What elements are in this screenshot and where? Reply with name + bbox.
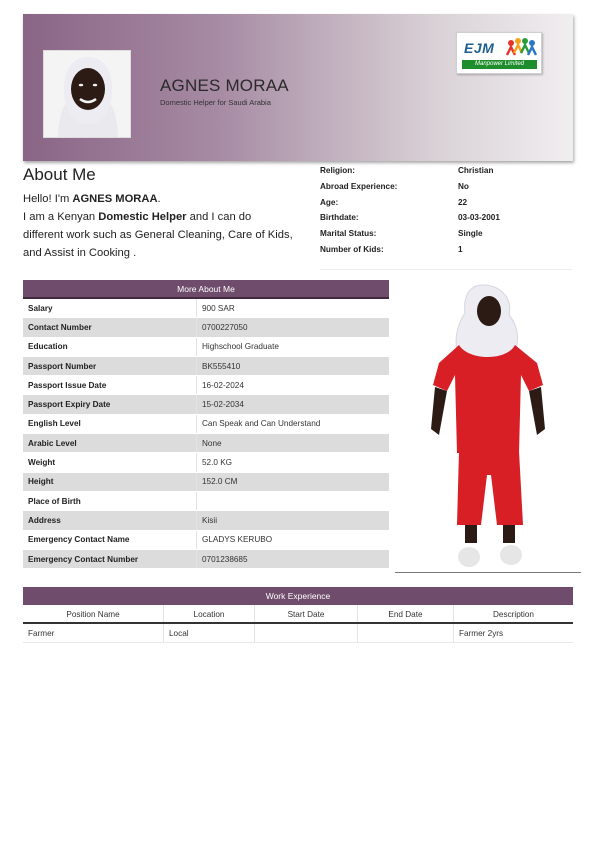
table-row	[23, 376, 389, 395]
info-value: Single	[458, 229, 483, 239]
table-cell	[255, 624, 358, 642]
about-heading: About Me	[23, 165, 96, 184]
about-name: AGNES MORAA	[72, 193, 158, 205]
column-header: Start Date	[255, 605, 358, 622]
table-row	[23, 453, 389, 472]
info-label: Number of Kids:	[320, 244, 384, 254]
info-row-marital-status	[320, 229, 572, 245]
about-greeting: Hello! I'm	[23, 193, 73, 205]
table-row	[23, 531, 389, 550]
row-label: Weight	[28, 458, 56, 468]
logo-brand: EJM	[464, 40, 495, 56]
info-value: Christian	[458, 166, 494, 175]
info-label: Abroad Experience:	[320, 181, 398, 191]
company-logo	[456, 32, 542, 74]
info-value: 03-03-2001	[458, 213, 500, 223]
row-label: Passport Number	[28, 361, 97, 371]
row-value: BK555410	[196, 357, 389, 375]
row-label: Place of Birth	[28, 496, 81, 506]
candidate-name: AGNES MORAA	[160, 76, 289, 95]
row-label: Height	[28, 477, 54, 487]
row-label: Passport Issue Date	[28, 380, 107, 390]
divider	[320, 269, 572, 270]
about-description: and I can do different work such as General Cleaning, Care of Kids, and Assist in Cooking .	[23, 211, 293, 259]
row-label: Passport Expiry Date	[28, 400, 111, 410]
candidate-subtitle: Domestic Helper for Saudi Arabia	[160, 98, 271, 107]
more-about-title: More About Me	[23, 280, 389, 299]
row-value: GLADYS KERUBO	[196, 531, 389, 549]
work-experience-header-row	[23, 605, 573, 624]
about-role: Domestic Helper	[98, 211, 187, 223]
row-value	[196, 492, 389, 510]
row-value: Can Speak and Can Understand	[196, 415, 389, 433]
row-label: Contact Number	[28, 322, 92, 332]
more-about-rows	[23, 299, 389, 569]
about-greeting-end: .	[157, 193, 161, 205]
table-row	[23, 624, 573, 643]
table-cell: Farmer	[23, 624, 164, 642]
personal-info-list	[320, 166, 572, 261]
logo-tagline: Manpower Limited	[462, 60, 537, 69]
table-cell: Local	[164, 624, 255, 642]
info-row-number-of-kids	[320, 245, 572, 261]
table-row	[23, 550, 389, 569]
row-value: 15-02-2034	[196, 395, 389, 413]
info-label: Birthdate:	[320, 213, 359, 223]
table-row	[23, 434, 389, 453]
more-about-table	[23, 280, 389, 569]
table-row	[23, 357, 389, 376]
info-value: 22	[458, 197, 468, 207]
table-cell: Farmer 2yrs	[459, 629, 504, 638]
about-intro: I am a Kenyan	[23, 211, 99, 223]
info-row-birthdate	[320, 213, 572, 229]
info-label: Marital Status:	[320, 229, 377, 239]
info-value: 1	[458, 244, 463, 254]
info-row-abroad-experience	[320, 182, 572, 198]
people-logo-icon	[505, 37, 537, 59]
info-row-religion	[320, 166, 572, 182]
row-value: 152.0 CM	[196, 473, 389, 491]
row-label: Arabic Level	[28, 438, 77, 448]
row-label: Address	[28, 515, 61, 525]
row-label: Salary	[28, 303, 53, 313]
column-header: Location	[164, 605, 255, 622]
info-row-age	[320, 198, 572, 214]
table-row	[23, 299, 389, 318]
row-label: English Level	[28, 419, 81, 429]
row-value: 0700227050	[196, 318, 389, 336]
full-body-photo	[395, 279, 581, 573]
row-label: Education	[28, 342, 68, 352]
column-header: Description	[493, 610, 534, 619]
info-label: Age:	[320, 197, 339, 207]
row-value: 0701238685	[196, 550, 389, 568]
info-value: No	[458, 181, 469, 191]
column-header: Position Name	[23, 605, 164, 622]
row-value: Kisii	[196, 511, 389, 529]
row-label: Emergency Contact Number	[28, 554, 139, 564]
table-cell	[358, 624, 454, 642]
row-value: 900 SAR	[196, 299, 389, 317]
row-value: 16-02-2024	[196, 376, 389, 394]
row-value: None	[196, 434, 389, 452]
table-row	[23, 473, 389, 492]
table-row	[23, 318, 389, 337]
row-label: Emergency Contact Name	[28, 535, 130, 545]
work-experience-table	[23, 587, 573, 643]
table-row	[23, 492, 389, 511]
profile-header	[23, 14, 573, 161]
info-label: Religion:	[320, 166, 356, 175]
row-value: 52.0 KG	[196, 453, 389, 471]
table-row	[23, 415, 389, 434]
about-text	[23, 190, 293, 262]
row-value: Highschool Graduate	[196, 338, 389, 356]
table-row	[23, 511, 389, 530]
profile-photo	[43, 50, 131, 138]
work-experience-title: Work Experience	[23, 587, 573, 605]
column-header: End Date	[358, 605, 454, 622]
table-row	[23, 395, 389, 414]
table-row	[23, 338, 389, 357]
